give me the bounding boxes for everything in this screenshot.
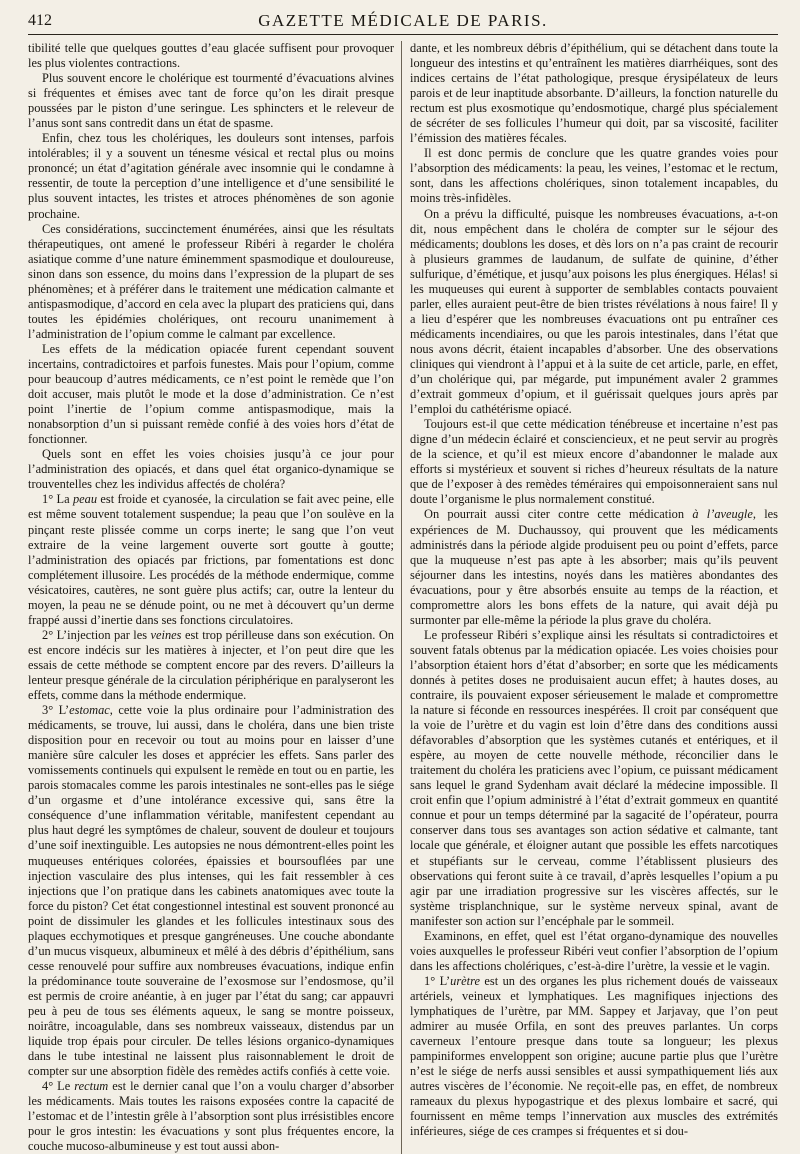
paragraph-text: est le dernier canal que l’on a voulu charger d’absorber les médicaments. Mais toutes les raisons exposées contre la capacité de l’estomac et de l’intestin grêle à l’absorption sont plus irrésistibles encore pour le gros intestin: les évacuations y sont plus fréquentes encore, la couche mucoso-albumineuse y est tout aussi abon-	[28, 1079, 394, 1154]
paragraph-text: 1° La	[42, 492, 73, 507]
paragraph-text: Toujours est-il que cette médication ténébreuse et incertaine n’est pas digne d’un médecin éclairé et consciencieux, et ne peut servir au progrès de la science, et qu’il est mieux encore d’abandonner le malade aux efforts si mystérieux et souvent si riches d’heureux résultats de la nature que de l’exposer à des remèdes téméraires qui empoisonneraient sans nul doute l’organisme le plus normalement constitué.	[410, 417, 778, 507]
paragraph	[410, 41, 778, 146]
text-columns	[28, 41, 778, 1154]
emphasized-term: peau	[72, 492, 98, 507]
paragraph	[410, 929, 778, 974]
paragraph	[28, 131, 394, 221]
paragraph-text: Quels sont en effet les voies choisies jusqu’à ce jour pour l’administration des opiacés, et dans quel état organico-dynamique se trouventelles chez les individus affectés de choléra?	[28, 447, 394, 492]
paragraph-text: Il est donc permis de conclure que les quatre grandes voies pour l’absorption des médicaments: la peau, les veines, l’estomac et le rectum, sont, dans les affections cholériques, sinon totalement incapables, du moins très-infidèles.	[410, 146, 778, 206]
paragraph	[28, 1079, 394, 1154]
paragraph-text: 2° L’injection par les	[42, 627, 151, 642]
paragraph	[28, 71, 394, 131]
paragraph-text: est froide et cyanosée, la circulation se fait avec peine, elle est même souvent totalement suspendue; la peau que l’on soulève en la pinçant reste plissée comme un corps inerte; le sang que l’on veut extraire de la veine largement ouverte sort goutte à goutte; l’administration des opiacés par frictions, par fomentations est donc complétement illusoire. Les procédés de la méthode endermique, comme vésicatoires, cautères, ne sont guère plus actifs; car, outre la lenteur du moyen, la peau ne se dénude point, ou ne met à découvert qu’un derme frappé aussi d’inertie dans ses fonctions circulatoires.	[28, 492, 394, 627]
paragraph-text: Enfin, chez tous les cholériques, les douleurs sont intenses, parfois intolérables; il y a souvent un ténesme vésical et rectal plus ou moins prononcé; un état d’agitation générale avec insomnie qui le condamne à ressentir, de toute la perception d’une intelligence et d’une sensibilité le plus souvent intactes, les tristes et atroces phénomènes de son agonie prochaine.	[28, 131, 394, 221]
paragraph-text: Les effets de la médication opiacée furent cependant souvent incertains, contradictoires et parfois funestes. Mais pour l’opium, comme pour beaucoup d’autres médicaments, ce n’est point le remède que l’on doit accuser, mais plutôt le mode et la dose d’administration. Ce n’est point l’inertie de l’opium comme antispasmodique, mais la nonabsorption d’un si puissant remède confié à des voies hors d’état de fonctionner.	[28, 341, 394, 447]
paragraph	[28, 342, 394, 447]
emphasized-term: à l’aveugle	[692, 507, 753, 522]
paragraph-text: Le professeur Ribéri s’explique ainsi les résultats si contradictoires et souvent fatals obtenus par la médication opiacée. Les voies choisies pour l’absorption étaient hors d’état d’absorber; en sorte que les médicaments donnés à petites doses ne produisaient aucun effet; à hautes doses, au contraire, ils pouvaient exposer sérieusement le malade et compromettre la nature si féconde en ressources inespérées. Il croit par conséquent que la voie de l’urètre et du vagin est loin d’être dans des conditions aussi défavorables d’absorption que les systèmes cutanés et entériques, et il espère, au moyen de cette nouvelle méthode, réconcilier dans le traitement du choléra les praticiens avec l’opium, ce puissant médicament sans lequel le grand Sydenham avait déclaré la médecine impossible. Il croit enfin que l’opium administré à l’état d’extrait gommeux en quantité connue et pour un temps déterminé par la sagacité de l’opérateur, pourra conserver dans tous ses avantages son action sédative et calmante, tant locale que générale, et éloigner autant que possible les effets narcotiques et stupéfiants sur le cerveau, comme l’établissent plusieurs des observations qui feront suite à ce travail, d’après lesquelles l’opium a pu agir par une irradiation progressive sur les viscères affectés, sur le système trisplanchnique, sur le système nerveux spinal, avant de manifester son action sur l’encéphale par le sommeil.	[410, 627, 778, 928]
paragraph	[410, 974, 778, 1140]
journal-title: GAZETTE MÉDICALE DE PARIS.	[258, 11, 548, 30]
paragraph	[28, 492, 394, 627]
paragraph-text: Plus souvent encore le cholérique est tourmenté d’évacuations alvines si fréquentes et émises avec tant de force qu’on les dirait presque poussées par le piston d’une seringue. Les sphincters et le releveur de l’anus sont sans contredit dans un état de spasme.	[28, 71, 394, 131]
paragraph-text: tibilité telle que quelques gouttes d’eau glacée suffisent pour provoquer les plus violentes contractions.	[28, 41, 394, 71]
paragraph	[28, 41, 394, 71]
page-number: 412	[28, 12, 52, 29]
emphasized-term: rectum	[74, 1079, 109, 1094]
paragraph-text: 1° L’	[424, 973, 451, 988]
paragraph-text: , cette voie la plus ordinaire pour l’administration des médicaments, se trouve, lui aussi, dans le choléra, dans une bien triste disposition pour en recevoir ou tout au moins pour en laisser d’une manière sûre calculer les doses et apprécier les effets. Sans parler des vomissements continuels qui expulsent le remède en tout ou en partie, les parois stomacales comme les parois intestinales ne sont-elles pas le siége d’un orgasme et d’une intolérance excessive qui, sans être la conséquence d’une inflammation véritable, manifestent cependant au plus haut degré les symptômes de chaleur, souvent de douleur et toujours d’une soif inextinguible. Les autopsies ne nous démontrent-elles point les muqueuses entériques colorées, épaissies et boursouflées par une injection vasculaire des plus intenses, qui les fait ressembler à ces injections que l’on pratique dans les cabinets anatomiques avec toute la force du piston? Cet état congestionnel intestinal est souvent prononcé au point de dissimuler les glandes et les follicules intestinaux sous des plaques ecchymotiques et presque gangréneuses. Une couche abondante d’un mucus visqueux, albumineux et mêlé à des débris d’épithélium, sans cesse renouvelé pour suffire aux nombreuses évacuations, indique enfin la prédominance toute souveraine de l’exosmose sur l’endosmose, qu’il est permis de croire anéantie, à en juger par l’état du sang; car appauvri peu à peu de tous ses éléments aqueux, le sang se montre poisseux, noirâtre, incoagulable, dans ses nombreux vaisseaux, distendus par un liquide trop épais pour circuler. De telles lésions organico-dynamiques dans le tube intestinal ne laissent plus raisonnablement le droit de compter sur une absorption fidèle des remèdes actifs confiés à cette voie.	[28, 703, 394, 1079]
paragraph-text: 4° Le	[42, 1079, 75, 1094]
paragraph	[410, 628, 778, 929]
paragraph-text: , les expériences de M. Duchaussoy, qui prouvent que les médicaments administrés dans la période algide produisent peu ou point d’effets, parce que la muqueuse n’est pas apte à les absorber; mais qu’ils peuvent séjourner dans les intestins, noyés dans les matières abondantes des évacuations, pour y être absorbés ensuite au temps de la réaction, et compromettre alors les bons effets de la nature, qui avait déjà pu surmonter par elle-même la période la plus grave du choléra.	[410, 507, 778, 627]
paragraph	[410, 507, 778, 627]
paragraph	[410, 417, 778, 507]
paragraph-text: est un des organes les plus richement doués de vaisseaux artériels, veineux et lymphatiques. Les magnifiques injections des lymphatiques de l’urètre, par MM. Sappey et Jarjavay, que l’on peut admirer au musée Orfila, en sont des preuves parlantes. Un corps caverneux l’entoure presque dans toute sa longueur; les plexus pampiniformes enveloppent son origine; aucune partie plus que l’urètre n’est le siége de nerfs aussi sensibles et aussi sympathiquement liés aux autres viscères de l’économie. Ne reçoit-elle pas, en effet, de nombreux rameaux du plexus hypogastrique et des plexus lombaire et sacré, qui fournissent en même temps l’innervation aux muscles des extrémités inférieures, siége de ces crampes si fréquentes et si dou-	[410, 973, 778, 1139]
paragraph-text: Examinons, en effet, quel est l’état organo-dynamique des nouvelles voies auxquelles le professeur Ribéri veut confier l’absorption de l’opium dans les affections cholériques, c’est-à-dire l’urètre, la vessie et le vagin.	[410, 928, 778, 973]
paragraph-text: 3° L’	[42, 703, 70, 718]
paragraph	[28, 703, 394, 1079]
paragraph	[410, 207, 778, 418]
paragraph	[28, 222, 394, 342]
emphasized-term: veines	[150, 627, 182, 642]
left-column	[28, 41, 402, 1154]
paragraph-text: est trop périlleuse dans son exécution. On est encore indécis sur les matières à injecter, et l’on peut dire que les essais de cette méthode se comptent encore par des revers. D’ailleurs la lenteur presque générale de la circulation périphérique en paralyseront les effets, comme dans la méthode endermique.	[28, 627, 394, 703]
emphasized-term: urètre	[450, 973, 480, 988]
paragraph-text: On pourrait aussi citer contre cette médication	[424, 507, 693, 522]
paragraph	[28, 447, 394, 492]
paragraph-text: Ces considérations, succinctement énumérées, ainsi que les résultats thérapeutiques, ont amené le professeur Ribéri à regarder le choléra asiatique comme d’une nature éminemment spasmodique et douloureuse, sinon dans son essence, du moins dans l’expression de la plupart de ses phénomènes; et à préférer dans le traitement une médication calmante et antispasmodique, d’accord en cela avec la plupart des praticiens qui, dans toutes les épidémies cholériques, ont recouru unanimement à l’administration de l’opium comme le calmant par excellence.	[28, 221, 394, 341]
paragraph-text: On a prévu la difficulté, puisque les nombreuses évacuations, a-t-on dit, nous empêchent dans le choléra de compter sur le séjour des médicaments; doublons les doses, et dès lors on n’a pas craint de recourir à plusieurs grammes de laudanum, de sulfate de quinine, d’éther sulfurique, d’émétique, et jusqu’aux poisons les plus énergiques. Hélas! si les muqueuses qui eurent à supporter de semblables contacts pouvaient parler, elles auraient peut-être de bien tristes révélations à nous faire! Il y a lieu d’espérer que les nombreuses évacuations ont pu entraîner ces médicaments incendiaires, ou que les parois intestinales, dans l’état que nous avons décrit, étaient incapables d’absorber. Une des observations cliniques qui viendront à l’appui et à la suite de cet article, parle, en effet, d’un cholérique qui, par mégarde, put impunément avaler 2 grammes d’extrait gommeux d’opium, et il guérissait quelques jours après par l’emploi du cathétérisme opiacé.	[410, 206, 778, 417]
right-column	[410, 41, 778, 1154]
paragraph	[28, 628, 394, 703]
paragraph	[410, 146, 778, 206]
emphasized-term: estomac	[69, 703, 110, 718]
paragraph-text: dante, et les nombreux débris d’épithélium, qui se détachent dans toute la longueur des intestins et qu’entraînent les matières diarrhéiques, sont des indices certains de l’état pathologique, presque érysipélateux de leurs parois et de leur inaptitude absorbante. D’ailleurs, la fonction naturelle du rectum est plus exosmotique qu’endosmotique, chargé plus spécialement de sécréter de ses follicules l’humeur qui doit, par sa viscosité, faciliter l’émission des matières fécales.	[410, 41, 778, 146]
page-header	[28, 8, 778, 35]
